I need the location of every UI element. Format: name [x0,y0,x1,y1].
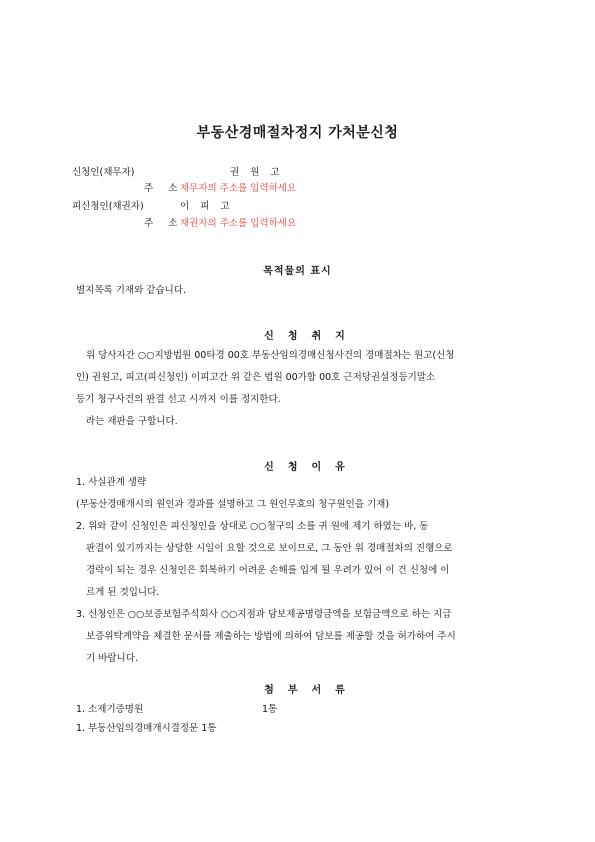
purpose-line: 인) 권원고, 피고(피신청인) 이피고간 위 같은 법원 00가합 00호 근저당권설정등기말소 [76,372,436,383]
applicant-address-label: 주 소 [144,183,184,194]
reason-line: 기 바랍니다. [86,653,138,664]
applicant-address-value: 채무자의 주소를 입력하세요 [180,183,297,194]
reason-line: 보증위탁계약을 체결한 문서를 제출하는 방법에 의하여 담보를 제공할 것을 허가하여 주시 [86,631,456,642]
reason-line: 3. 신청인은 ○○보증보험주식회사 ○○지점과 담보제공명령금액을 보험금액으로 하는 지급 [76,609,452,620]
reason-line: 1. 사실관계 생략 [76,477,147,488]
object-text: 별지목록 기재와 같습니다. [76,285,187,296]
purpose-line: 라는 재판을 구합니다. [86,416,178,427]
purpose-heading: 신청취지 [264,331,359,342]
page-title: 부동산경매절차정지 가처분신청 [196,125,399,141]
applicant-name: 권 원 고 [230,167,284,178]
respondent-label: 피신청인(채권자) [72,201,144,212]
reason-line: 르게 된 것입니다. [86,587,160,598]
reason-line: 2. 위와 같이 신청인은 피신청인을 상대로 ○○청구의 소를 귀 원에 제기 하였는 바, 동 [76,521,429,532]
purpose-body [72,345,522,433]
reasons-heading: 신청이유 [264,462,359,473]
object-heading: 목적물의 표시 [263,266,332,277]
purpose-line: 위 당사자간 ○○지방법원 00타경 00호 부동산임의경매신청사건의 경매절차는 원고(신청 [86,350,455,361]
respondent-name: 이 피 고 [180,201,234,212]
attachments-heading: 첨부서류 [264,685,359,696]
purpose-line: 등기 청구사건의 판결 선고 시까지 이를 정지한다. [76,394,281,405]
respondent-address-label: 주 소 [144,218,184,229]
attachment-item-name: 1. 부동산임의경매개시결정문 1통 [76,723,217,734]
attachment-item-count: 1통 [262,704,278,715]
respondent-address-value: 채권자의 주소를 입력하세요 [180,218,297,229]
reason-line: 경락이 되는 경우 신청인은 회복하기 어려운 손해를 입게 될 우려가 있어 이 건 신청에 이 [86,565,450,576]
attachment-item-name: 1. 소제기증명원 [76,704,144,715]
applicant-label: 신청인(채무자) [72,167,135,178]
reason-line: (부동산경매개시의 원인과 경과를 설명하고 그 원인무효의 청구원인을 기재) [76,499,390,510]
reason-line: 판결이 있기까지는 상당한 시일이 요할 것으로 보이므로, 그 동안 위 경매절차의 진행으로 [86,543,453,554]
reasons-body [72,472,522,670]
